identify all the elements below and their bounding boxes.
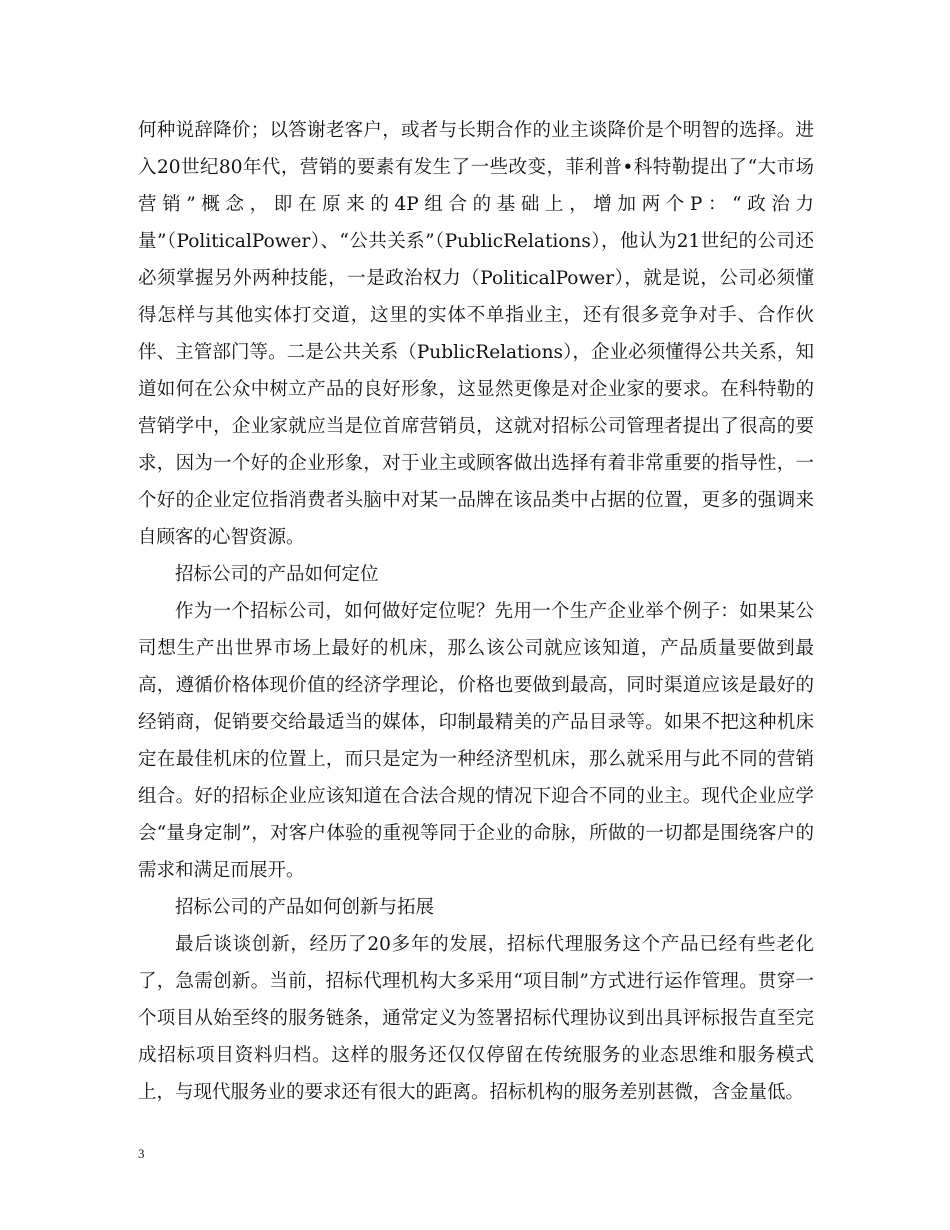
paragraph-marketing-elements: 何种说辞降价；以答谢老客户，或者与长期合作的业主谈降价是个明智的选择。进入20世纪80年代，营销的要素有发生了一些改变，菲利普•科特勒提出了“大市场营销”概念，即在原来的4P组合的基础上，增加两个P：“政治力量”（PoliticalPower）、“公共关系”（PublicRelations），他认为21世纪的公司还必须掌握另外两种技能，一是政治权力（PoliticalPower），就是说，公司必须懂得怎样与其他实体打交道，这里的实体不单指业主，还有很多竞争对手、合作伙伴、主管部门等。二是公共关系（PublicRelations），企业必须懂得公共关系，知道如何在公众中树立产品的良好形象，这显然更像是对企业家的要求。在科特勒的营销学中，企业家就应当是位首席营销员，这就对招标公司管理者提出了很高的要求，因为一个好的企业形象，对于业主或顾客做出选择有着非常重要的指导性，一个好的企业定位指消费者头脑中对某一品牌在该品类中占据的位置，更多的强调来自顾客的心智资源。 bbox=[138, 120, 814, 548]
page-number: 3 bbox=[138, 1146, 145, 1161]
paragraph-positioning: 作为一个招标公司，如何做好定位呢？先用一个生产企业举个例子：如果某公司想生产出世界市场上最好的机床，那么该公司就应该知道，产品质量要做到最高，遵循价格体现价值的经济学理论，价格也要做到最高，同时渠道应该是最好的经销商，促销要交给最适当的媒体，印制最精美的产品目录等。如果不把这种机床定在最佳机床的位置上，而只是定为一种经济型机床，那么就采用与此不同的营销组合。好的招标企业应该知道在合法合规的情况下迎合不同的业主。现代企业应学会“量身定制”，对客户体验的重视等同于企业的命脉，所做的一切都是围绕客户的需求和满足而展开。 bbox=[138, 601, 814, 881]
paragraph-innovation: 最后谈谈创新，经历了20多年的发展，招标代理服务这个产品已经有些老化了，急需创新。当前，招标代理机构大多采用“项目制”方式进行运作管理。贯穿一个项目从始至终的服务链条，通常定义为签署招标代理协议到出具评标报告直至完成招标项目资料归档。这样的服务还仅仅停留在传统服务的业态思维和服务模式上，与现代服务业的要求还有很大的距离。招标机构的服务差别甚微，含金量低。 bbox=[138, 934, 814, 1103]
document-body bbox=[138, 112, 814, 1111]
section-heading-positioning: 招标公司的产品如何定位 bbox=[175, 564, 379, 585]
section-heading-innovation: 招标公司的产品如何创新与拓展 bbox=[175, 897, 435, 918]
